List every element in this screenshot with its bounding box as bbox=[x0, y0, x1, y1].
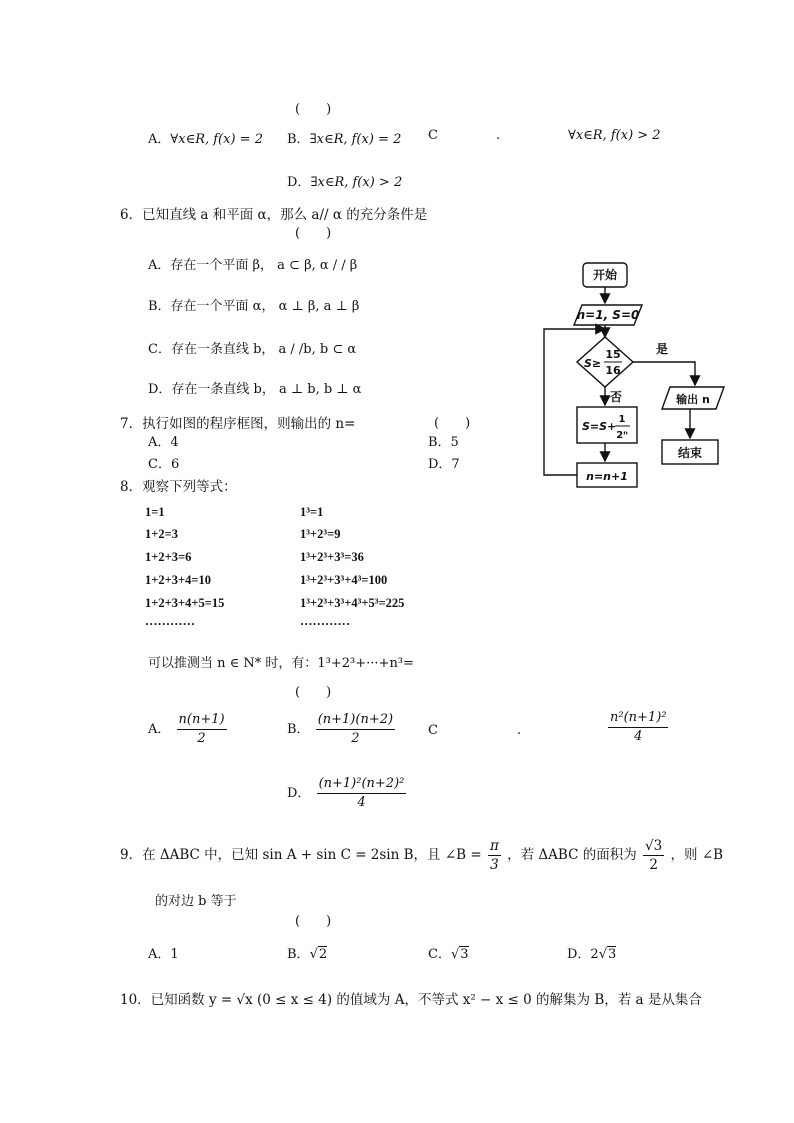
q8-stem: 8．观察下列等式： bbox=[120, 479, 237, 495]
q8-right-line: 1³=1 bbox=[300, 505, 324, 519]
q5-option-a bbox=[148, 128, 263, 147]
flowchart-cond-num: 15 bbox=[605, 348, 621, 361]
q8-option-c-dot: . bbox=[517, 723, 522, 738]
q8-right-line: 1³+2³+3³+4³=100 bbox=[300, 573, 388, 587]
program-flowchart bbox=[530, 255, 750, 505]
q9-option-d: D．2√3 bbox=[567, 947, 617, 962]
q6-option-b: B．存在一个平面 α， α ⊥ β, a ⊥ β bbox=[148, 299, 360, 314]
q8-option-d-den: 4 bbox=[357, 795, 366, 810]
flowchart-cond-label: S≥ bbox=[584, 357, 602, 370]
q8-left-line: 1=1 bbox=[145, 505, 165, 519]
q7-option-d: D．7 bbox=[428, 457, 460, 472]
flowchart-update-s-den: 2ⁿ bbox=[616, 430, 628, 441]
q9-pi-den: 3 bbox=[490, 857, 499, 873]
q8-option-b-label: B． bbox=[287, 722, 310, 737]
q5-option-b-text: ∃x∈R, f(x) = 2 bbox=[309, 132, 402, 147]
q8-right-line: 1³+2³+3³+4³+5³=225 bbox=[300, 596, 405, 610]
flowchart-no-label: 否 bbox=[610, 390, 623, 404]
q9-stem bbox=[120, 838, 723, 873]
flowchart-update-s-label: S=S+ bbox=[582, 420, 617, 433]
q7-paren: ( ) bbox=[434, 416, 471, 431]
q9-option-c: C．√3 bbox=[428, 947, 469, 962]
q8-option-b-den: 2 bbox=[351, 731, 360, 746]
q8-option-a-den: 2 bbox=[197, 731, 206, 746]
q6-paren: ( ) bbox=[295, 226, 332, 241]
flowchart-output-label: 输出 n bbox=[676, 393, 710, 406]
q8-option-d bbox=[287, 776, 408, 811]
q7-option-b: B．5 bbox=[428, 435, 459, 450]
q8-left-line: 1+2+3=6 bbox=[145, 550, 192, 564]
q8-right-line: 1³+2³+3³=36 bbox=[300, 550, 364, 564]
flowchart-start-label: 开始 bbox=[592, 268, 618, 282]
q6-stem: 6．已知直线 a 和平面 α，那么 a// α 的充分条件是 bbox=[120, 207, 428, 223]
q9-paren: ( ) bbox=[295, 914, 332, 929]
q8-infer: 可以推测当 n ∈ N* 时，有：1³+2³+···+n³= bbox=[148, 656, 414, 671]
q5-option-a-label: A． bbox=[148, 132, 171, 147]
q9-area-den: 2 bbox=[649, 857, 658, 873]
q9-option-a: A．1 bbox=[148, 947, 179, 962]
q6-option-d: D．存在一条直线 b， a ⊥ b, b ⊥ α bbox=[148, 382, 362, 397]
q9-option-c-label: C． bbox=[428, 947, 451, 962]
q8-option-c-num: n²(n+1)² bbox=[608, 710, 668, 728]
q5-paren: ( ) bbox=[295, 102, 332, 117]
q6-option-a: A．存在一个平面 β， a ⊂ β, α / / β bbox=[148, 258, 358, 273]
q8-left-line: ………… bbox=[145, 614, 195, 628]
q9-option-b-label: B． bbox=[287, 947, 310, 962]
q9-area-num: √3 bbox=[645, 838, 663, 854]
q9-option-c-value: 3 bbox=[460, 947, 469, 962]
q5-option-a-text: ∀x∈R, f(x) = 2 bbox=[170, 132, 263, 147]
q5-option-c-dot: . bbox=[496, 128, 501, 143]
q10-stem: 10．已知函数 y = √x (0 ≤ x ≤ 4) 的值域为 A，不等式 x² − x ≤ 0 的解集为 B，若 a 是从集合 bbox=[120, 992, 702, 1008]
q8-left-line: 1+2=3 bbox=[145, 527, 178, 541]
q5-option-d bbox=[287, 171, 402, 190]
q8-option-c-den: 4 bbox=[634, 729, 643, 744]
q8-right-line: ………… bbox=[300, 614, 350, 628]
q8-option-b bbox=[287, 712, 397, 747]
q9-stem-part3: ，则 ∠B bbox=[670, 847, 724, 863]
q9-option-d-label: D．2 bbox=[567, 947, 599, 962]
q9-pi-num: π bbox=[489, 838, 499, 854]
q8-option-c bbox=[606, 710, 670, 745]
q8-option-c-label: C bbox=[428, 723, 438, 738]
q8-left-line: 1+2+3+4=10 bbox=[145, 573, 211, 587]
q5-option-b bbox=[287, 128, 401, 147]
q8-option-b-num: (n+1)(n+2) bbox=[316, 712, 395, 730]
flowchart-init-label: n=1, S=0 bbox=[576, 308, 640, 322]
q5-option-d-text: ∃x∈R, f(x) > 2 bbox=[310, 175, 403, 190]
q7-stem: 7．执行如图的程序框图，则输出的 n= bbox=[120, 416, 356, 432]
q5-option-d-label: D． bbox=[287, 175, 311, 190]
q7-option-c: C．6 bbox=[148, 457, 180, 472]
q8-option-a-num: n(n+1) bbox=[177, 712, 227, 730]
q9-option-d-value: 3 bbox=[608, 947, 617, 962]
q9-option-b-value: 2 bbox=[318, 947, 328, 962]
q9-stem-part1: 9．在 ΔABC 中，已知 sin A + sin C = 2sin B，且 ∠B = bbox=[120, 847, 482, 863]
q5-option-c-text: ∀x∈R, f(x) > 2 bbox=[568, 128, 661, 143]
q8-option-d-label: D． bbox=[287, 786, 311, 801]
q8-paren: ( ) bbox=[295, 685, 332, 700]
q6-option-c: C．存在一条直线 b， a / /b, b ⊂ α bbox=[148, 342, 357, 357]
q8-left-line: 1+2+3+4+5=15 bbox=[145, 596, 225, 610]
flowchart-update-n-label: n=n+1 bbox=[586, 470, 628, 483]
q8-right-line: 1³+2³=9 bbox=[300, 527, 341, 541]
q9-stem-line2: 的对边 b 等于 bbox=[155, 894, 237, 909]
q7-option-a: A．4 bbox=[148, 435, 179, 450]
q9-option-b: B．√2 bbox=[287, 947, 328, 962]
q8-option-a bbox=[148, 712, 229, 747]
q8-option-a-label: A． bbox=[148, 722, 171, 737]
flowchart-update-s-num: 1 bbox=[618, 414, 626, 425]
flowchart-end-label: 结束 bbox=[677, 446, 703, 460]
q5-option-c-label: C bbox=[428, 128, 438, 143]
flowchart-cond-den: 16 bbox=[605, 364, 621, 377]
q8-option-d-num: (n+1)²(n+2)² bbox=[317, 776, 407, 794]
q5-option-b-label: B． bbox=[287, 132, 310, 147]
q9-stem-part2: ，若 ΔABC 的面积为 bbox=[507, 847, 637, 863]
flowchart-yes-label: 是 bbox=[656, 342, 669, 356]
